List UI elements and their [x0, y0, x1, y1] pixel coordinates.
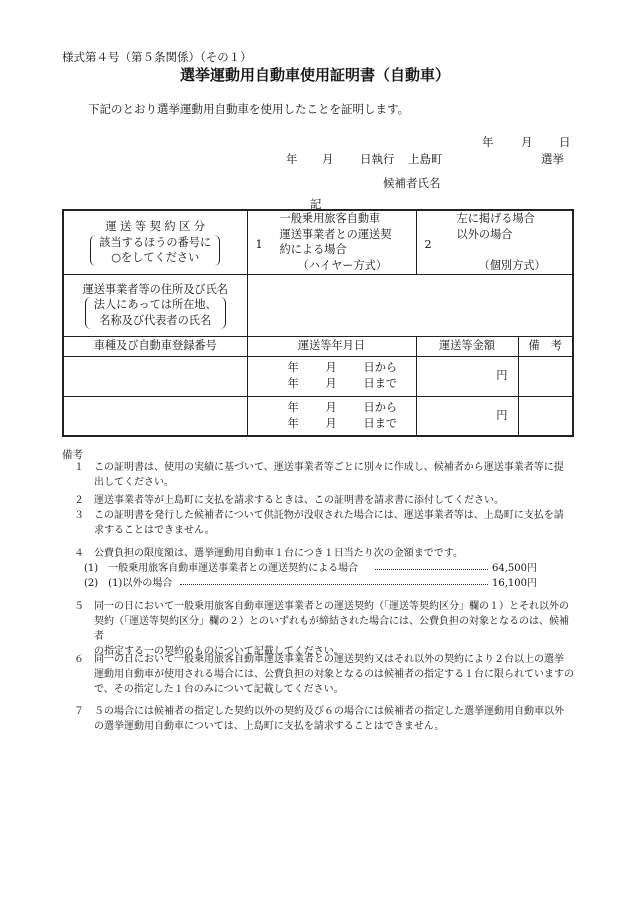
- option-1-line-1: 一般乗用旅客自動車: [279, 212, 381, 225]
- amount-cell[interactable]: [416, 356, 518, 396]
- note-6-line-1: 同一の日において一般乗用旅客自動車運送事業者との運送契約又はそれ以外の契約により２台以上の選挙: [94, 654, 564, 665]
- page-title: 選挙運動用自動車使用証明書（自動車）: [179, 66, 450, 84]
- to-month: 月: [325, 377, 337, 391]
- option-2-line-1: 左に掲げる場合: [456, 212, 535, 226]
- note-7-number: ７: [74, 706, 84, 717]
- note-5-line-2: 契約（「運送等契約区分」欄の２）とのいずれもが締結された場合には、公費負担の対象となるのは、候補者: [94, 616, 569, 642]
- note-2: [62, 493, 578, 508]
- note-7-line-1: ５の場合には候補者の指定した契約以外の契約及び６の場合には候補者の指定した選挙運動用自動車以外: [94, 706, 564, 717]
- option-2-number[interactable]: 2: [424, 238, 432, 251]
- exec-year-label: 年: [286, 152, 298, 166]
- option-2-line-3: （個別方式）: [478, 258, 546, 272]
- note-4-number: ４: [74, 548, 84, 559]
- note-1: [62, 460, 578, 490]
- note-3-number: ３: [74, 510, 84, 521]
- col-vehicle: 車種及び自動車登録番号: [63, 336, 247, 356]
- from-day: 日から: [363, 361, 398, 375]
- exec-month-label: 月: [322, 152, 334, 166]
- to-year: 年: [287, 416, 299, 430]
- from-day: 日から: [363, 400, 398, 414]
- note-7-line-2: の選挙運動用自動車については、上島町に支払を請求することはできません。: [94, 721, 445, 732]
- limit-2-label: (2) (1)以外の場合: [84, 578, 173, 589]
- from-year: 年: [287, 361, 299, 375]
- option-1-number[interactable]: 1: [255, 238, 263, 251]
- operator-note: [85, 297, 226, 328]
- note-5-line-1: 同一の日において一般乗用旅客自動車運送事業者との運送契約（「運送等契約区分」欄の１）とそれ以外の: [94, 601, 569, 612]
- note-2-line-1: 運送事業者等が上島町に支払を請求するときは、この証明書を請求書に添付してください。: [94, 495, 504, 506]
- note-6: [62, 652, 578, 697]
- town-name: 上島町: [408, 152, 443, 166]
- note-3-line-2: 求することはできません。: [94, 525, 215, 536]
- contract-type-label: 運 送 等 契 約 区 分: [105, 219, 206, 233]
- operator-row: [63, 274, 573, 336]
- note-6-line-3: で、その指定した１台のみについて記載してください。: [94, 684, 344, 695]
- issue-year-label: 年: [482, 135, 494, 149]
- candidate-name-label: 候補者氏名: [383, 176, 441, 190]
- option-2-cell[interactable]: [416, 210, 573, 274]
- intro-text: 下記のとおり選挙運動用自動車を使用したことを証明します。: [88, 102, 410, 116]
- operator-label: 運送事業者等の住所及び氏名: [82, 282, 228, 296]
- note-5-number: ５: [74, 601, 84, 612]
- option-1-line-3: 約による場合: [279, 243, 347, 257]
- column-header-row: [63, 336, 573, 356]
- note-4: [62, 546, 578, 591]
- note-5-line-3: の指定する一の契約のものについて記載してください。: [94, 646, 344, 657]
- from-month: 月: [325, 400, 337, 414]
- note-1-line-2: 出してください。: [94, 477, 174, 488]
- note-3-line-1: この証明書を発行した候補者について供託物が没収された場合には、運送事業者等は、上島町に支払を請: [94, 510, 564, 521]
- date-cell[interactable]: [247, 356, 416, 396]
- note-4-line-1: 公費負担の限度額は、選挙運動用自動車１台につき１日当たり次の金額までです。: [94, 548, 463, 559]
- election-label: 選挙: [541, 152, 564, 166]
- operator-note-line-1: 法人にあっては所在地、: [93, 298, 217, 312]
- option-1-line-4: （ハイヤー方式）: [297, 259, 388, 273]
- yen-label: 円: [496, 409, 508, 423]
- vehicle-cell[interactable]: [63, 356, 247, 396]
- issue-day-label: 日: [559, 135, 571, 149]
- from-year: 年: [287, 400, 299, 414]
- yen-label: 円: [496, 369, 508, 383]
- date-cell[interactable]: [247, 396, 416, 436]
- to-month: 月: [325, 416, 337, 430]
- amount-cell[interactable]: [416, 396, 518, 436]
- contract-note-line-2: ○をしてください: [111, 251, 200, 265]
- contract-note-line-1: 該当するほうの番号に: [99, 235, 212, 249]
- col-amount: 運送等金額: [416, 336, 518, 356]
- remarks-cell[interactable]: [518, 396, 573, 436]
- to-day: 日まで: [363, 377, 398, 391]
- operator-note-line-2: 名称及び代表者の氏名: [99, 314, 212, 328]
- limit-2-leader: [180, 576, 488, 585]
- note-7: [62, 704, 578, 734]
- issue-month-label: 月: [521, 135, 533, 149]
- operator-input-cell[interactable]: [247, 274, 573, 336]
- to-year: 年: [287, 377, 299, 391]
- vehicle-cell[interactable]: [63, 396, 247, 436]
- limit-1-leader: [375, 561, 488, 570]
- option-1-line-2: 運送事業者との運送契: [279, 227, 392, 241]
- exec-day-label: 日執行: [360, 152, 395, 166]
- limit-1-amount: 64,500円: [492, 563, 537, 574]
- contract-type-note: [90, 235, 220, 266]
- to-day: 日まで: [363, 416, 398, 430]
- note-6-number: ６: [74, 654, 84, 665]
- limit-2-amount: 16,100円: [492, 578, 537, 589]
- note-3: [62, 508, 578, 538]
- certificate-table: [62, 209, 574, 437]
- note-1-number: １: [74, 462, 84, 473]
- option-1-cell[interactable]: [247, 210, 416, 274]
- note-4-limits: [62, 561, 578, 591]
- operator-label-cell: [63, 274, 247, 336]
- col-date: 運送等年月日: [247, 336, 416, 356]
- note-5: [62, 599, 578, 659]
- option-2-line-2: 以外の場合: [456, 228, 513, 241]
- remarks-cell[interactable]: [518, 356, 573, 396]
- note-6-line-2: 運動用自動車が使用される場合には、公費負担の対象となるのは候補者の指定する１台に限られていますの: [94, 669, 574, 680]
- ki-mark: 記: [310, 197, 322, 211]
- table-row: [63, 396, 573, 436]
- table-row: [63, 356, 573, 396]
- contract-row: [63, 210, 573, 274]
- contract-type-cell: [63, 210, 247, 274]
- notes-label: 備考: [62, 449, 83, 461]
- limit-1-label: (1) 一般乗用旅客自動車運送事業者との運送契約による場合: [84, 563, 359, 574]
- note-1-line-1: この証明書は、使用の実績に基づいて、運送事業者等ごとに別々に作成し、候補者から運送事業者等に提: [94, 462, 564, 473]
- form-number: 様式第４号（第５条関係）（その１）: [62, 50, 252, 64]
- note-2-number: ２: [74, 495, 84, 506]
- from-month: 月: [325, 361, 337, 375]
- col-remarks: 備 考: [518, 336, 573, 356]
